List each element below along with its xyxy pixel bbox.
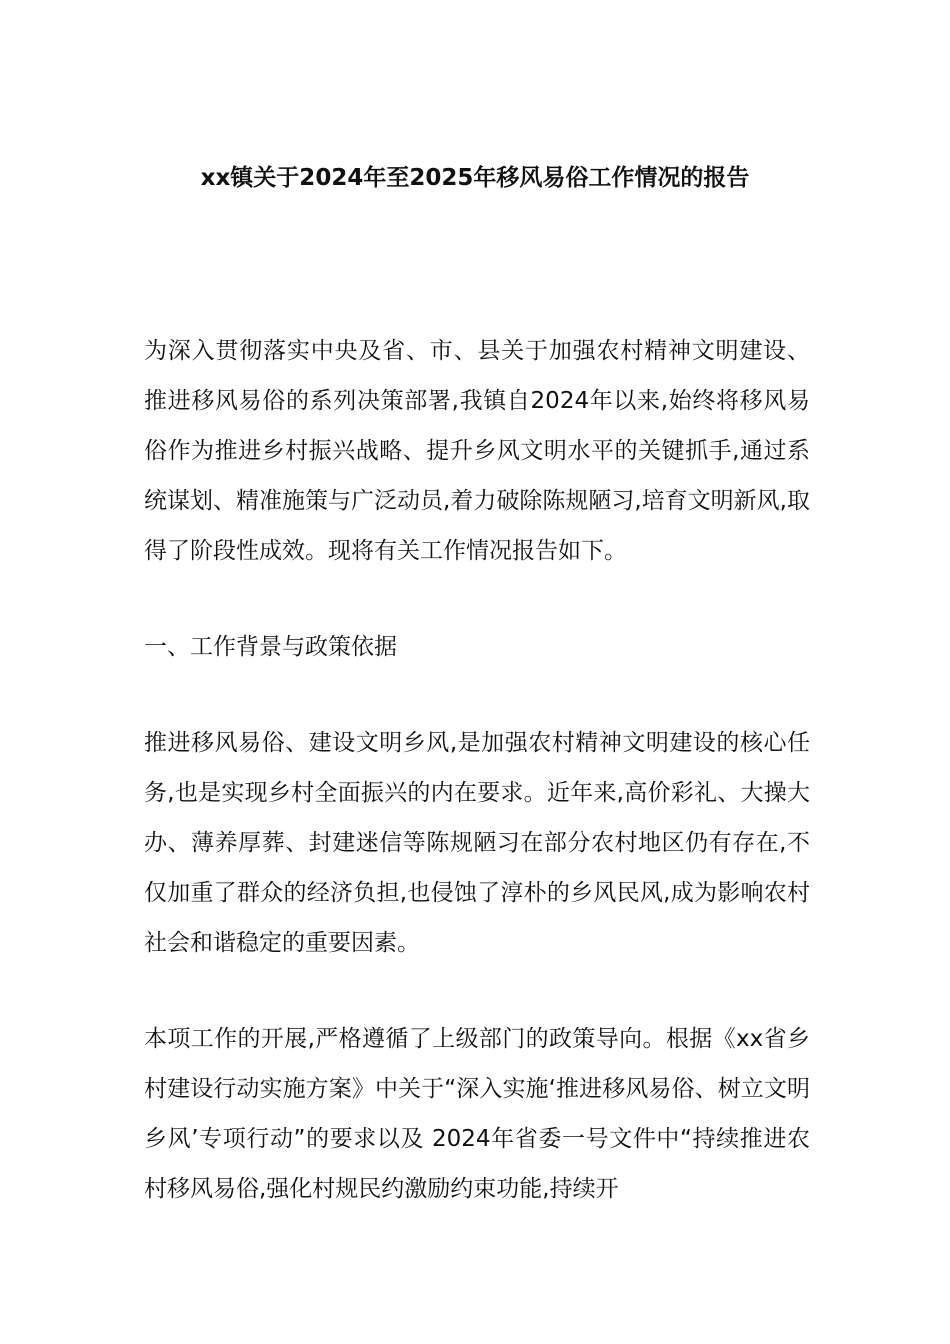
document-body [144, 326, 810, 1260]
document-title: xx镇关于2024年至2025年移风易俗工作情况的报告 [200, 165, 750, 191]
policy-paragraph: 本项工作的开展,严格遵循了上级部门的政策导向。根据《xx省乡村建设行动实施方案》中关于“深入实施‘推进移风易俗、树立文明乡风’专项行动”的要求以及 2024年省委一号文件中“持续推进农村移风易俗,强化村规民约激励约束功能,持续开 [144, 1026, 810, 1202]
intro-paragraph: 为深入贯彻落实中央及省、市、县关于加强农村精神文明建设、推进移风易俗的系列决策部署,我镇自2024年以来,始终将移风易俗作为推进乡村振兴战略、提升乡风文明水平的关键抓手,通过系统谋划、精准施策与广泛动员,着力破除陈规陋习,培育文明新风,取得了阶段性成效。现将有关工作情况报告如下。 [144, 338, 810, 564]
section-heading-1: 一、工作背景与政策依据 [144, 634, 397, 660]
background-paragraph: 推进移风易俗、建设文明乡风,是加强农村精神文明建设的核心任务,也是实现乡村全面振兴的内在要求。近年来,高价彩礼、大操大办、薄养厚葬、封建迷信等陈规陋习在部分农村地区仍有存在,不仅加重了群众的经济负担,也侵蚀了淳朴的乡风民风,成为影响农村社会和谐稳定的重要因素。 [144, 730, 810, 956]
